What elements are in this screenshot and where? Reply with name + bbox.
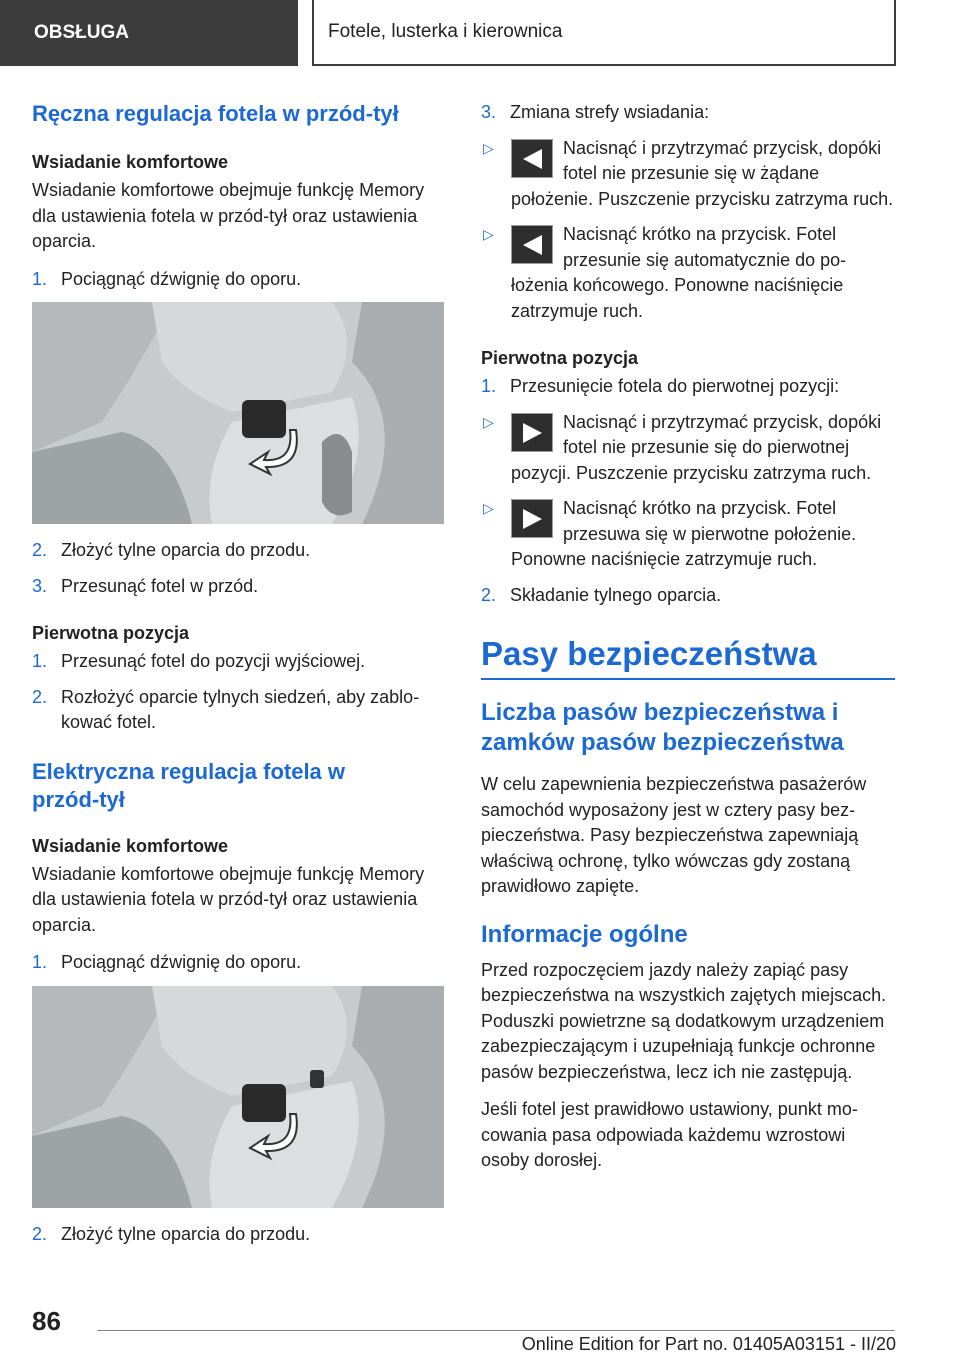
seat-backward-button-icon (511, 225, 553, 264)
step-item (32, 267, 444, 293)
step-text: Rozłożyć oparcie tylnych siedzeń, aby zablokować fotel. (61, 686, 420, 732)
chapter-title: Fotele, lusterka i kierownica (328, 21, 563, 42)
step-item (481, 583, 895, 609)
step-number: 1. (32, 651, 48, 671)
step-text: Przesunięcie fotela do pierwotnej pozycji: (510, 376, 840, 396)
step-number: 3. (481, 102, 497, 122)
seat-lever-photo-2 (32, 986, 444, 1208)
heading-belt-count: Liczba pasów bezpieczeństwa i zamków pasów bezpieczeństwa (481, 699, 844, 756)
step-item (32, 574, 444, 600)
right-column (481, 100, 895, 1186)
step-number: 1. (481, 376, 497, 396)
paragraph-comfort-2: Wsiadanie komfortowe obejmuje funkcję Memory dla ustawienia fotela w przód-tył oraz ustawienia oparcia. (32, 863, 425, 935)
step-item (481, 374, 895, 400)
step-number: 1. (32, 952, 48, 972)
step-item (32, 685, 444, 736)
step-text: Pociągnąć dźwignię do oporu. (61, 952, 302, 972)
step-item (32, 538, 444, 564)
sub-step-item (481, 136, 895, 213)
step-item (32, 950, 444, 976)
step-item (32, 649, 444, 675)
step-text: Przesunąć fotel w przód. (61, 575, 259, 596)
subheading-initial-position-right: Pierwotna pozycja (481, 348, 639, 368)
left-column (32, 100, 444, 1257)
sub-step-text: Nacisnąć i przytrzymać przycisk, dopóki fotel nie przesunie się w żądane położenie. Puszczenie przycisku zatrzyma ruch. (511, 137, 894, 209)
footer-edition: Online Edition for Part no. 01405A03151 - II/20 (521, 1334, 896, 1354)
heading-seat-belts: Pasy bezpieczeństwa (481, 634, 895, 680)
subheading-initial-position: Pierwotna pozycja (32, 623, 190, 643)
heading-manual-adjust: Ręczna regulacja fotela w przód-tył (32, 101, 399, 126)
sub-step-item (481, 496, 895, 573)
footer-divider (97, 1330, 895, 1331)
section-title: OBSŁUGA (34, 22, 129, 43)
subheading-comfort-entry-1: Wsiadanie komfortowe (32, 152, 229, 172)
subheading-comfort-entry-2: Wsiadanie komfortowe (32, 835, 229, 856)
triangle-bullet-icon: ▷ (483, 226, 494, 242)
sub-step-text: Nacisnąć i przytrzymać przycisk, dopóki fotel nie przesunie się do pierwotnej pozycji. Puszczenie przycisku zatrzyma ruch. (511, 411, 882, 483)
triangle-bullet-icon: ▷ (483, 413, 494, 430)
step-text: Złożyć tylne oparcia do przodu. (61, 1223, 311, 1244)
sub-step-item (481, 222, 895, 324)
step-item (32, 1222, 444, 1248)
section-tab (0, 0, 298, 66)
step-number: 2. (481, 584, 497, 605)
sub-step-text: Nacisnąć krótko na przycisk. Fotel przesuwa się w pierwotne położenie. Ponowne naciśnięcie zatrzymuje ruch. (511, 498, 857, 569)
step-text: Przesunąć fotel do pozycji wyjściowej. (61, 651, 366, 671)
step-number: 2. (32, 540, 48, 560)
chapter-tab (312, 0, 896, 66)
seat-forward-button-icon (511, 499, 553, 538)
step-number: 1. (32, 268, 48, 289)
paragraph-general-2: Jeśli fotel jest prawidłowo ustawiony, punkt mocowania pasa odpowiada każdemu wzrostowi osoby dorosłej. (481, 1099, 858, 1170)
heading-general-info: Informacje ogólne (481, 920, 688, 948)
step-number: 2. (32, 686, 48, 707)
seat-forward-button-icon (511, 413, 553, 452)
step-text: Zmiana strefy wsiadania: (510, 102, 710, 122)
page-number: 86 (32, 1306, 61, 1336)
paragraph-comfort-1: Wsiadanie komfortowe obejmuje funkcję Memory dla ustawienia fotela w przód-tył oraz ustawienia oparcia. (32, 180, 425, 251)
paragraph-general-1: Przed rozpoczęciem jazdy należy zapiąć pasy bezpieczeństwa na wszystkich zajętych miejscach. Poduszki powietrzne są dodatkowym urządzeniem zabezpieczającym i uzupełniają funkcje ochronne pasów bezpieczeństwa, lecz ich nie zastępują. (481, 959, 887, 1082)
heading-electric-adjust: Elektryczna regulacja fotela w przód-tył (32, 758, 346, 812)
step-text: Składanie tylnego oparcia. (510, 584, 722, 605)
triangle-bullet-icon: ▷ (483, 500, 494, 516)
sub-step-text: Nacisnąć krótko na przycisk. Fotel przesunie się automatycznie do położenia końcowego. Ponowne naciśnięcie zatrzymuje ruch. (511, 224, 847, 321)
seat-backward-button-icon (511, 139, 553, 178)
step-number: 2. (32, 1223, 48, 1244)
step-item (481, 100, 895, 126)
step-text: Pociągnąć dźwignię do oporu. (61, 268, 302, 289)
seat-lever-photo-1 (32, 302, 444, 524)
step-text: Złożyć tylne oparcia do przodu. (61, 540, 311, 560)
paragraph-belt-count: W celu zapewnienia bezpieczeństwa pasażerów samochód wyposażony jest w cztery pasy bezpieczeństwa. Pasy bezpieczeństwa zapewniają właściwą ochronę, tylko wówczas gdy zostaną prawidłowo zapięte. (481, 774, 867, 896)
sub-step-item (481, 410, 895, 487)
step-number: 3. (32, 575, 48, 596)
triangle-bullet-icon: ▷ (483, 139, 494, 156)
